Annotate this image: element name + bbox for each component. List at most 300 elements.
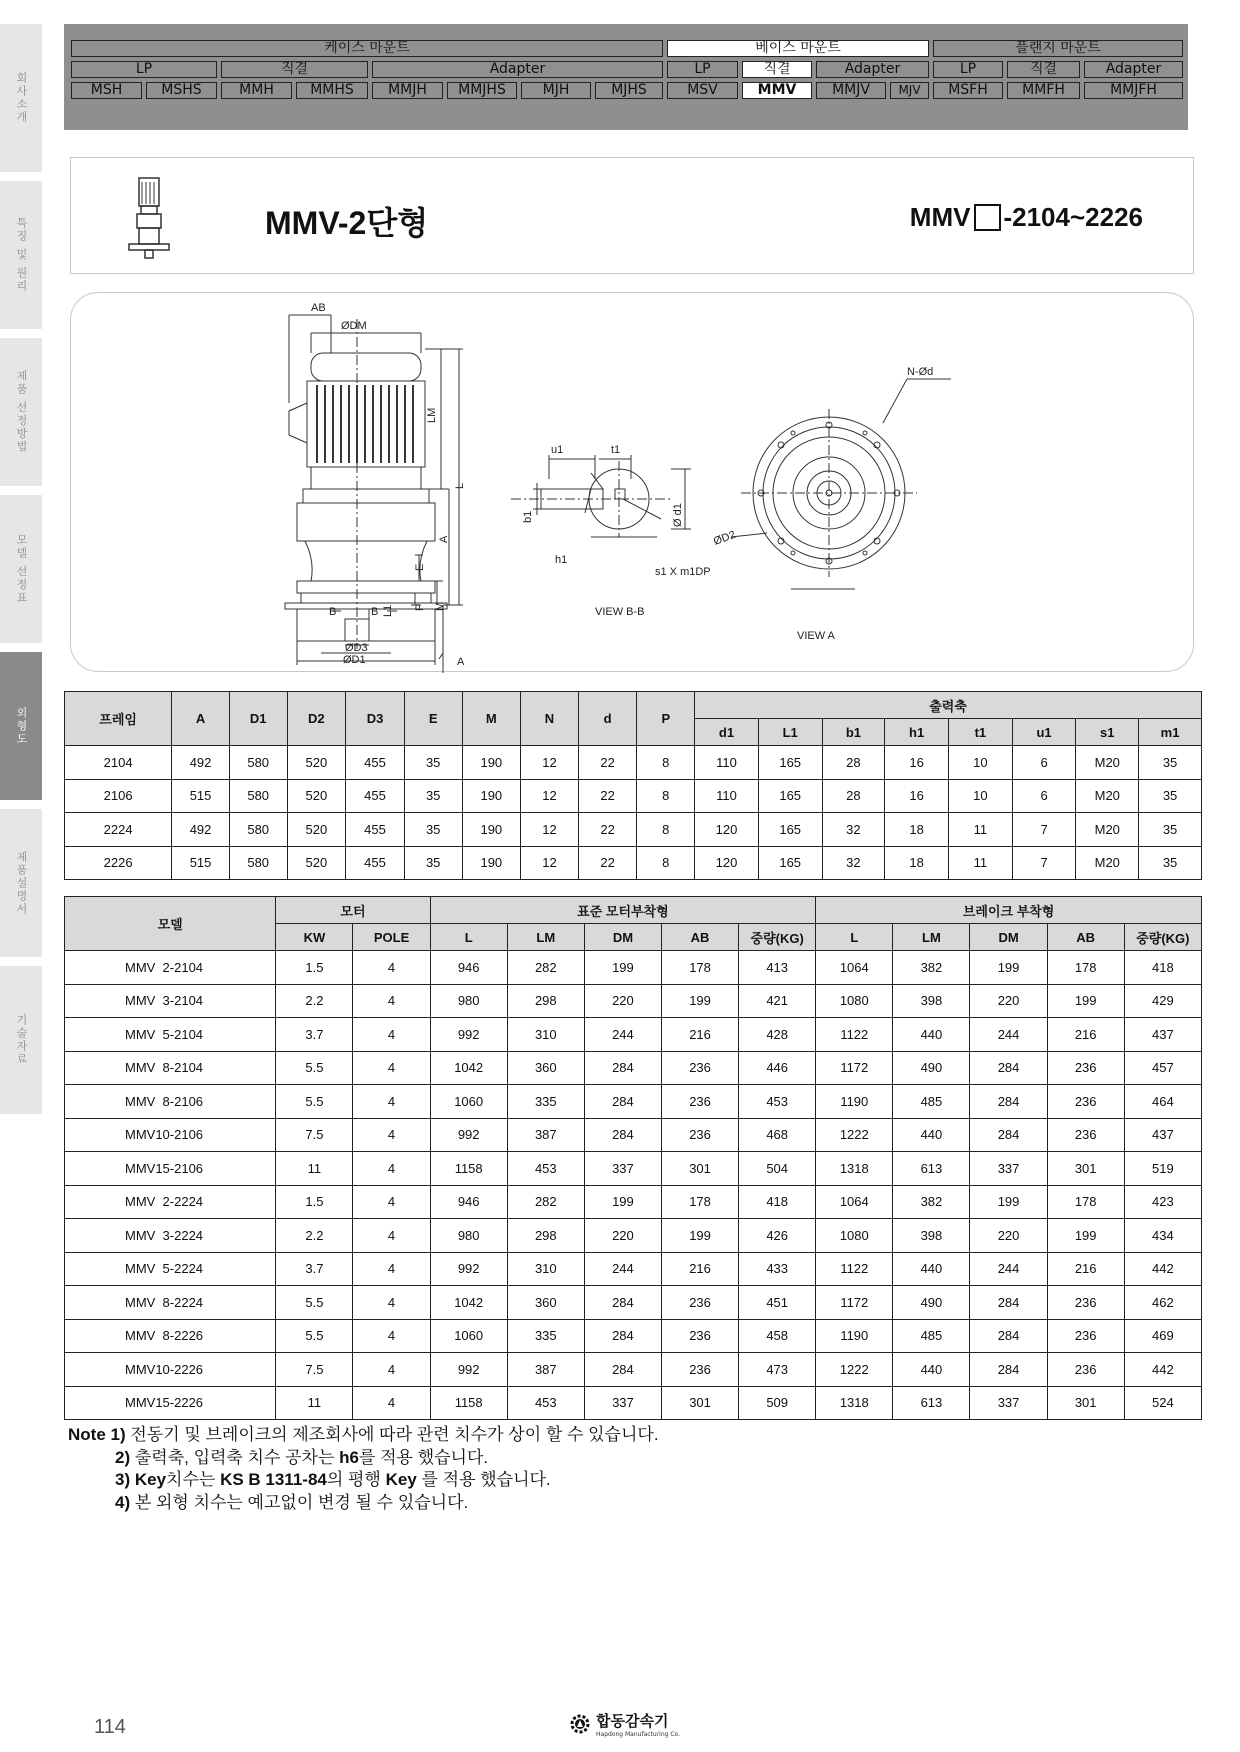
table-cell: 8 [637, 746, 695, 780]
table-cell: 190 [462, 746, 521, 780]
table-cell: 284 [970, 1118, 1047, 1152]
table-cell: 398 [893, 1219, 970, 1253]
table-cell: 199 [970, 951, 1047, 985]
dim-label-d3: ØD3 [345, 642, 368, 654]
col-header-pole: POLE [353, 924, 430, 951]
model-title-box [70, 157, 1194, 274]
table-cell: 337 [584, 1152, 661, 1186]
col-header-m: M [462, 692, 521, 746]
table-cell: 110 [695, 746, 759, 780]
nav-mjhs[interactable]: MJHS [595, 82, 663, 99]
table-cell: 301 [1047, 1152, 1124, 1186]
note-4: 4) 본 외형 치수는 예고없이 변경 될 수 있습니다. [115, 1492, 469, 1512]
nav-msv[interactable]: MSV [667, 82, 738, 99]
table-cell: 580 [229, 779, 287, 813]
gearmotor-thumbnail-icon [121, 176, 177, 260]
table-cell: 35 [1139, 813, 1202, 847]
table-cell: 457 [1124, 1051, 1201, 1085]
table-cell: 35 [1139, 779, 1202, 813]
table-cell: 165 [758, 846, 822, 880]
col-header-d1: D1 [229, 692, 287, 746]
table-cell: 16 [885, 779, 949, 813]
model-code: MMV -2104~2226 [909, 202, 1143, 232]
table-cell: 11 [948, 813, 1012, 847]
table-cell: 301 [661, 1386, 738, 1420]
col-header-std-l: L [430, 924, 507, 951]
table-cell: 28 [822, 779, 885, 813]
table-cell: 515 [172, 846, 230, 880]
table-cell: 244 [970, 1018, 1047, 1052]
nav-case-lp[interactable]: LP [71, 61, 217, 78]
dim-label-t1: t1 [611, 444, 621, 456]
table-cell: 455 [346, 779, 405, 813]
nav-mjv[interactable]: MJV [890, 82, 929, 99]
table-cell: 220 [970, 984, 1047, 1018]
view-bb-label: VIEW B-B [595, 606, 645, 618]
model-table-row [65, 1118, 1202, 1152]
view-a-label: VIEW A [797, 630, 835, 642]
table-cell: 1158 [430, 1386, 507, 1420]
table-cell: 1042 [430, 1051, 507, 1085]
frame-table-row [65, 779, 1202, 813]
table-cell: 485 [893, 1085, 970, 1119]
table-cell: 284 [970, 1286, 1047, 1320]
table-cell: 8 [637, 813, 695, 847]
table-cell: 1158 [430, 1152, 507, 1186]
side-tab-manual[interactable]: 제품설명서 [0, 809, 42, 957]
table-cell: 580 [229, 746, 287, 780]
table-cell: 199 [661, 1219, 738, 1253]
table-cell: 236 [1047, 1286, 1124, 1320]
table-cell: 1222 [816, 1353, 893, 1387]
model-table-row [65, 1252, 1202, 1286]
table-cell: 442 [1124, 1252, 1201, 1286]
model-table-row [65, 951, 1202, 985]
table-cell: 199 [1047, 984, 1124, 1018]
table-cell: 1064 [816, 951, 893, 985]
frame-table-row [65, 846, 1202, 880]
table-cell: 3.7 [276, 1252, 353, 1286]
table-cell: 178 [1047, 951, 1124, 985]
table-cell: 1080 [816, 984, 893, 1018]
table-cell: 236 [1047, 1118, 1124, 1152]
table-cell: 398 [893, 984, 970, 1018]
dim-label-b-left: B [329, 606, 337, 618]
table-cell: 18 [885, 846, 949, 880]
dimension-drawing-box [70, 292, 1194, 672]
col-header-out-m1: m1 [1139, 719, 1202, 746]
table-cell: 473 [739, 1353, 816, 1387]
table-cell: 5.5 [276, 1286, 353, 1320]
table-cell: 301 [661, 1152, 738, 1186]
side-tab-tech-data[interactable]: 기술자료 [0, 966, 42, 1114]
table-cell: 216 [661, 1252, 738, 1286]
table-cell: 520 [287, 813, 346, 847]
nav-flange-direct[interactable]: 직결 [1007, 61, 1080, 78]
dimension-drawing [71, 293, 1195, 673]
table-cell: 236 [661, 1353, 738, 1387]
table-cell: 199 [970, 1185, 1047, 1219]
table-cell: 6 [1012, 746, 1076, 780]
table-cell: 509 [739, 1386, 816, 1420]
table-cell: M20 [1076, 746, 1139, 780]
table-cell: 282 [507, 1185, 584, 1219]
table-cell: 382 [893, 1185, 970, 1219]
side-tab-features[interactable]: 특징 및 원리 [0, 181, 42, 329]
table-cell: 4 [353, 1118, 430, 1152]
table-cell: 980 [430, 984, 507, 1018]
table-cell: 236 [661, 1118, 738, 1152]
table-cell: 428 [739, 1018, 816, 1052]
table-cell: 1222 [816, 1118, 893, 1152]
table-cell: 1.5 [276, 1185, 353, 1219]
table-cell: 35 [404, 746, 462, 780]
col-header-e: E [404, 692, 462, 746]
table-cell: MMV10-2226 [65, 1353, 276, 1387]
model-table-row [65, 1353, 1202, 1387]
table-cell: MMV15-2226 [65, 1386, 276, 1420]
table-cell: 244 [584, 1018, 661, 1052]
table-cell: MMV 8-2224 [65, 1286, 276, 1320]
frame-table-row [65, 746, 1202, 780]
table-cell: 12 [521, 846, 579, 880]
table-cell: 2104 [65, 746, 172, 780]
col-header-brake-lm: LM [893, 924, 970, 951]
table-cell: 22 [578, 846, 637, 880]
table-cell: 580 [229, 813, 287, 847]
dim-label-d1: ØD1 [343, 654, 366, 666]
table-cell: 236 [1047, 1085, 1124, 1119]
table-cell: 199 [1047, 1219, 1124, 1253]
table-cell: 4 [353, 951, 430, 985]
dim-label-a: A [438, 535, 450, 543]
nav-base-direct[interactable]: 직결 [742, 61, 812, 78]
nav-mmjfh[interactable]: MMJFH [1084, 82, 1183, 99]
col-header-out-l1: L1 [758, 719, 822, 746]
table-cell: 423 [1124, 1185, 1201, 1219]
nav-msfh[interactable]: MSFH [933, 82, 1003, 99]
table-cell: 2226 [65, 846, 172, 880]
table-cell: MMV 5-2104 [65, 1018, 276, 1052]
table-cell: 16 [885, 746, 949, 780]
table-cell: 992 [430, 1018, 507, 1052]
table-cell: MMV 8-2226 [65, 1319, 276, 1353]
table-cell: MMV 5-2224 [65, 1252, 276, 1286]
table-cell: 580 [229, 846, 287, 880]
table-cell: 35 [404, 779, 462, 813]
table-cell: 504 [739, 1152, 816, 1186]
nav-case-direct[interactable]: 직결 [221, 61, 368, 78]
table-cell: 337 [584, 1386, 661, 1420]
table-cell: 284 [584, 1319, 661, 1353]
table-cell: 4 [353, 1219, 430, 1253]
model-table-row [65, 1286, 1202, 1320]
model-table-row [65, 1018, 1202, 1052]
side-tab-outline[interactable]: 외형도 [0, 652, 42, 800]
nav-flange-adapter[interactable]: Adapter [1084, 61, 1183, 78]
table-cell: 35 [1139, 846, 1202, 880]
company-name-en: Hapdong Manufacturing Co. [596, 1731, 681, 1738]
table-cell: 7 [1012, 813, 1076, 847]
table-cell: 980 [430, 1219, 507, 1253]
dim-label-b1: b1 [522, 510, 534, 523]
table-cell: 1060 [430, 1085, 507, 1119]
table-cell: 120 [695, 846, 759, 880]
model-table-body [65, 951, 1202, 1420]
table-cell: 7.5 [276, 1353, 353, 1387]
dim-label-s1m1: s1 X m1DP [655, 566, 711, 578]
dim-label-nd: N-Ød [907, 366, 934, 378]
table-cell: 284 [970, 1085, 1047, 1119]
model-code-placeholder-box [974, 204, 1001, 231]
model-table-row [65, 1051, 1202, 1085]
table-cell: 28 [822, 746, 885, 780]
dim-label-b-right: B [371, 606, 379, 618]
col-header-brake-dm: DM [970, 924, 1047, 951]
table-cell: 298 [507, 984, 584, 1018]
nav-msh[interactable]: MSH [71, 82, 142, 99]
table-cell: 520 [287, 846, 346, 880]
table-cell: 1064 [816, 1185, 893, 1219]
table-cell: 236 [661, 1286, 738, 1320]
table-cell: 236 [1047, 1319, 1124, 1353]
table-cell: 1318 [816, 1386, 893, 1420]
table-cell: 216 [1047, 1252, 1124, 1286]
col-header-std-weight: 중량(KG) [739, 924, 816, 951]
table-cell: 387 [507, 1353, 584, 1387]
nav-mmfh[interactable]: MMFH [1007, 82, 1080, 99]
table-cell: 440 [893, 1018, 970, 1052]
nav-flange-lp[interactable]: LP [933, 61, 1003, 78]
table-cell: 4 [353, 1051, 430, 1085]
table-cell: 4 [353, 1018, 430, 1052]
table-cell: 284 [584, 1353, 661, 1387]
table-cell: 1042 [430, 1286, 507, 1320]
table-cell: 22 [578, 779, 637, 813]
table-cell: 220 [970, 1219, 1047, 1253]
table-cell: MMV 8-2104 [65, 1051, 276, 1085]
model-dimension-table [64, 896, 1202, 1420]
nav-mmjh[interactable]: MMJH [372, 82, 443, 99]
page-title: MMV-2단형 [265, 205, 429, 241]
table-cell: 199 [661, 984, 738, 1018]
gear-logo-icon [568, 1712, 592, 1736]
nav-case-mount[interactable]: 케이스 마운트 [71, 40, 663, 57]
dim-label-lm: LM [426, 407, 438, 423]
table-cell: 462 [1124, 1286, 1201, 1320]
side-tab-company[interactable]: 회사소개 [0, 24, 42, 172]
output-shaft-header: 출력축 [695, 692, 1202, 719]
table-cell: 453 [739, 1085, 816, 1119]
table-cell: 1122 [816, 1252, 893, 1286]
table-cell: MMV 8-2106 [65, 1085, 276, 1119]
table-cell: MMV 3-2224 [65, 1219, 276, 1253]
table-cell: 440 [893, 1353, 970, 1387]
table-cell: 35 [404, 813, 462, 847]
table-cell: MMV10-2106 [65, 1118, 276, 1152]
table-cell: 11 [948, 846, 1012, 880]
table-cell: 284 [584, 1118, 661, 1152]
table-cell: MMV15-2106 [65, 1152, 276, 1186]
table-cell: 418 [739, 1185, 816, 1219]
dim-label-l: L [454, 482, 466, 489]
table-cell: 453 [507, 1152, 584, 1186]
table-cell: M20 [1076, 813, 1139, 847]
dim-label-dm: ØDM [341, 320, 367, 332]
table-cell: 310 [507, 1252, 584, 1286]
table-cell: 458 [739, 1319, 816, 1353]
dim-label-od1: Ø d1 [672, 503, 684, 527]
col-header-brake-weight: 중량(KG) [1124, 924, 1201, 951]
mount-type-nav [64, 24, 1188, 130]
table-cell: 3.7 [276, 1018, 353, 1052]
table-cell: M20 [1076, 846, 1139, 880]
table-cell: 613 [893, 1152, 970, 1186]
nav-mmv[interactable]: MMV [742, 82, 812, 99]
table-cell: 216 [1047, 1018, 1124, 1052]
table-cell: 10 [948, 746, 1012, 780]
table-cell: 22 [578, 746, 637, 780]
table-cell: 387 [507, 1118, 584, 1152]
table-cell: 485 [893, 1319, 970, 1353]
col-header-out-t1: t1 [948, 719, 1012, 746]
table-cell: 110 [695, 779, 759, 813]
nav-base-adapter[interactable]: Adapter [816, 61, 929, 78]
table-cell: 429 [1124, 984, 1201, 1018]
table-cell: 11 [276, 1386, 353, 1420]
table-cell: 360 [507, 1051, 584, 1085]
note-1: Note 1) 전동기 및 브레이크의 제조회사에 따라 관련 치수가 상이 할 수 있습니다. [68, 1425, 659, 1444]
table-cell: 437 [1124, 1018, 1201, 1052]
table-cell: 4 [353, 984, 430, 1018]
table-cell: 244 [970, 1252, 1047, 1286]
col-header-p: P [637, 692, 695, 746]
table-cell: 190 [462, 813, 521, 847]
table-cell: MMV 2-2104 [65, 951, 276, 985]
col-header-out-h1: h1 [885, 719, 949, 746]
table-cell: 490 [893, 1286, 970, 1320]
table-cell: 492 [172, 746, 230, 780]
table-cell: 413 [739, 951, 816, 985]
table-cell: 4 [353, 1286, 430, 1320]
table-cell: 165 [758, 746, 822, 780]
nav-flange-mount[interactable]: 플랜지 마운트 [933, 40, 1183, 57]
dim-label-e: E [414, 563, 426, 571]
table-cell: 216 [661, 1018, 738, 1052]
frame-col-header: 프레임 [65, 692, 172, 746]
table-cell: 220 [584, 984, 661, 1018]
table-cell: 1190 [816, 1319, 893, 1353]
col-header-brake-ab: AB [1047, 924, 1124, 951]
table-cell: 190 [462, 779, 521, 813]
nav-mmh[interactable]: MMH [221, 82, 292, 99]
col-header-std-ab: AB [661, 924, 738, 951]
table-cell: 1172 [816, 1051, 893, 1085]
table-cell: 301 [1047, 1386, 1124, 1420]
table-cell: 442 [1124, 1353, 1201, 1387]
frame-dimension-table [64, 691, 1202, 880]
nav-mjh[interactable]: MJH [521, 82, 591, 99]
model-table-row [65, 1319, 1202, 1353]
table-cell: 4 [353, 1185, 430, 1219]
table-cell: 992 [430, 1353, 507, 1387]
side-tab-model-selection[interactable]: 모델 선정표 [0, 495, 42, 643]
table-cell: 1080 [816, 1219, 893, 1253]
table-cell: 6 [1012, 779, 1076, 813]
table-cell: 946 [430, 1185, 507, 1219]
table-cell: 310 [507, 1018, 584, 1052]
table-cell: 4 [353, 1386, 430, 1420]
table-cell: 236 [661, 1051, 738, 1085]
table-cell: 1318 [816, 1152, 893, 1186]
table-cell: 426 [739, 1219, 816, 1253]
model-table-row [65, 984, 1202, 1018]
nav-mmhs[interactable]: MMHS [296, 82, 368, 99]
model-table-row [65, 1152, 1202, 1186]
nav-base-lp[interactable]: LP [667, 61, 738, 78]
table-cell: 236 [1047, 1353, 1124, 1387]
model-table-row [65, 1386, 1202, 1420]
table-cell: 1172 [816, 1286, 893, 1320]
nav-mmjv[interactable]: MMJV [816, 82, 886, 99]
col-header-std-lm: LM [507, 924, 584, 951]
table-cell: 4 [353, 1152, 430, 1186]
table-cell: 1060 [430, 1319, 507, 1353]
table-cell: 1190 [816, 1085, 893, 1119]
table-cell: 2.2 [276, 1219, 353, 1253]
standard-motor-header: 표준 모터부착형 [430, 897, 816, 924]
table-cell: 282 [507, 951, 584, 985]
table-cell: 455 [346, 813, 405, 847]
company-name: 합동감속기 [596, 1712, 669, 1730]
table-cell: 433 [739, 1252, 816, 1286]
table-cell: 120 [695, 813, 759, 847]
note-3: 3) Key치수는 KS B 1311-84의 평행 Key 를 적용 했습니다. [115, 1470, 551, 1489]
table-cell: 284 [970, 1319, 1047, 1353]
table-cell: 22 [578, 813, 637, 847]
nav-mshs[interactable]: MSHS [146, 82, 217, 99]
frame-table-body [65, 746, 1202, 880]
model-table-row [65, 1219, 1202, 1253]
model-col-header: 모델 [65, 897, 276, 951]
col-header-brake-l: L [816, 924, 893, 951]
dim-label-ab: AB [311, 302, 326, 314]
table-cell: 284 [970, 1051, 1047, 1085]
table-cell: 421 [739, 984, 816, 1018]
table-cell: 469 [1124, 1319, 1201, 1353]
table-cell: 992 [430, 1252, 507, 1286]
nav-base-mount[interactable]: 베이스 마운트 [667, 40, 929, 57]
side-tab-selection-method[interactable]: 제품 선정방법 [0, 338, 42, 486]
col-header-d3: D3 [346, 692, 405, 746]
nav-case-adapter[interactable]: Adapter [372, 61, 663, 78]
table-cell: 284 [584, 1085, 661, 1119]
table-cell: 446 [739, 1051, 816, 1085]
table-cell: 10 [948, 779, 1012, 813]
col-header-out-d1: d1 [695, 719, 759, 746]
table-cell: 360 [507, 1286, 584, 1320]
table-cell: 178 [661, 951, 738, 985]
table-cell: 12 [521, 746, 579, 780]
col-header-n: N [521, 692, 579, 746]
table-cell: 453 [507, 1386, 584, 1420]
motor-header: 모터 [276, 897, 430, 924]
nav-mmjhs[interactable]: MMJHS [447, 82, 517, 99]
note-2: 2) 출력축, 입력축 치수 공차는 h6를 적용 했습니다. [115, 1447, 489, 1467]
table-cell: 4 [353, 1252, 430, 1286]
table-cell: 440 [893, 1252, 970, 1286]
table-cell: 190 [462, 846, 521, 880]
